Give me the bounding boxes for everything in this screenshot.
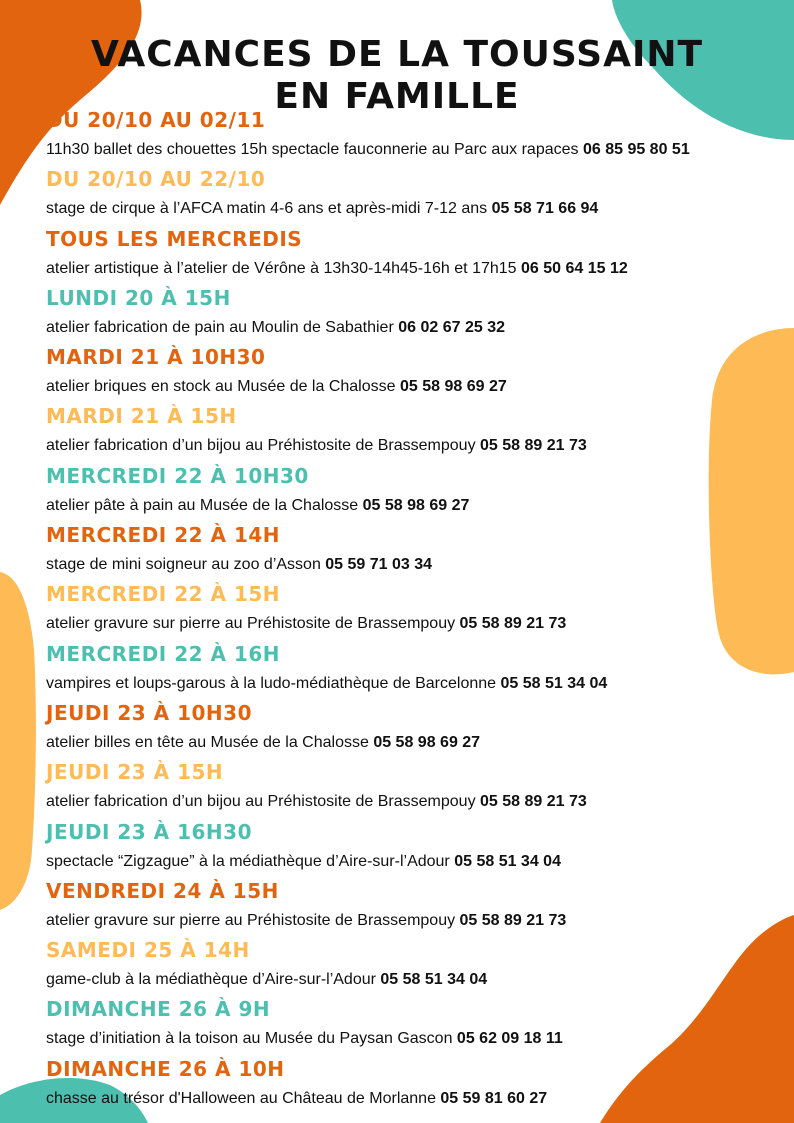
event-description: atelier artistique à l’atelier de Vérône à 13h30-14h45-16h et 17h15 bbox=[46, 259, 521, 277]
event-details bbox=[46, 785, 794, 818]
event-description: stage de mini soigneur au zoo d’Asson bbox=[46, 556, 326, 574]
event-phone: 06 02 67 25 32 bbox=[398, 318, 505, 336]
event-description: chasse au trésor d'Halloween au Château de Morlanne bbox=[46, 1089, 441, 1107]
event-item bbox=[46, 641, 794, 700]
event-date-heading: MARDI 21 À 10H30 bbox=[46, 345, 266, 370]
event-description: atelier fabrication d’un bijou au Préhistosite de Brassempouy bbox=[46, 793, 481, 811]
event-details bbox=[46, 607, 794, 640]
event-details bbox=[46, 133, 794, 166]
event-date-heading: TOUS LES MERCREDIS bbox=[46, 226, 303, 251]
event-date-heading: MERCREDI 22 À 16H bbox=[46, 641, 281, 666]
event-description: 11h30 ballet des chouettes 15h spectacle fauconnerie au Parc aux rapaces bbox=[46, 141, 583, 158]
event-details bbox=[46, 370, 794, 403]
event-description: game-club à la médiathèque d’Aire-sur-l’Adour bbox=[46, 971, 381, 989]
event-details bbox=[46, 1022, 794, 1055]
event-item bbox=[46, 581, 794, 640]
event-date-heading: MERCREDI 22 À 10H30 bbox=[46, 463, 309, 488]
event-description: stage de cirque à l’AFCA matin 4-6 ans et après-midi 7-12 ans bbox=[46, 200, 492, 218]
event-date-heading: DU 20/10 AU 22/10 bbox=[46, 167, 266, 192]
event-description: atelier briques en stock au Musée de la Chalosse bbox=[46, 378, 400, 396]
event-date-heading: JEUDI 23 À 16H30 bbox=[46, 819, 252, 844]
event-item bbox=[46, 759, 794, 818]
event-date-heading: DU 20/10 AU 02/11 bbox=[46, 108, 266, 132]
event-description: atelier pâte à pain au Musée de la Chalosse bbox=[46, 496, 363, 514]
event-details bbox=[46, 904, 794, 937]
event-phone: 05 62 09 18 11 bbox=[456, 1030, 563, 1048]
event-item bbox=[46, 700, 794, 759]
event-details bbox=[46, 963, 794, 996]
title-line-1: VACANCES DE LA TOUSSAINT bbox=[90, 34, 704, 75]
event-date-heading: SAMEDI 25 À 14H bbox=[46, 938, 250, 963]
yellow-blob-left bbox=[0, 572, 36, 910]
title-line-2: EN FAMILLE bbox=[274, 76, 520, 117]
event-date-heading: MERCREDI 22 À 14H bbox=[46, 523, 281, 548]
event-phone: 05 58 98 69 27 bbox=[362, 496, 470, 514]
event-details bbox=[46, 489, 794, 522]
event-phone: 05 58 98 69 27 bbox=[399, 378, 507, 396]
event-phone: 05 58 89 21 73 bbox=[459, 615, 567, 633]
event-date-heading: DIMANCHE 26 À 10H bbox=[46, 1056, 285, 1081]
event-item bbox=[46, 403, 794, 462]
event-item bbox=[46, 522, 794, 581]
event-item bbox=[46, 463, 794, 522]
event-description: atelier billes en tête au Musée de la Chalosse bbox=[46, 733, 374, 751]
event-item bbox=[46, 107, 794, 166]
event-item bbox=[46, 937, 794, 996]
event-date-heading: JEUDI 23 À 10H30 bbox=[46, 700, 252, 725]
event-details bbox=[46, 1082, 794, 1115]
event-date-heading: MARDI 21 À 15H bbox=[46, 404, 237, 429]
event-date-heading: JEUDI 23 À 15H bbox=[46, 760, 224, 785]
event-phone: 05 58 89 21 73 bbox=[480, 793, 587, 811]
event-date-heading: DIMANCHE 26 À 9H bbox=[46, 997, 271, 1022]
event-phone: 05 58 98 69 27 bbox=[373, 733, 481, 751]
event-phone: 06 85 95 80 51 bbox=[582, 141, 690, 158]
event-phone: 05 59 71 03 34 bbox=[325, 556, 433, 574]
event-description: atelier gravure sur pierre au Préhistosite de Brassempouy bbox=[46, 615, 460, 633]
event-phone: 05 58 71 66 94 bbox=[491, 200, 599, 218]
event-phone: 05 58 51 34 04 bbox=[380, 971, 488, 989]
event-description: stage d’initiation à la toison au Musée du Paysan Gascon bbox=[46, 1030, 457, 1048]
event-details bbox=[46, 667, 794, 700]
event-details bbox=[46, 548, 794, 581]
event-description: atelier gravure sur pierre au Préhistosite de Brassempouy bbox=[46, 911, 460, 929]
event-date-heading: MERCREDI 22 À 15H bbox=[46, 582, 281, 607]
event-item bbox=[46, 878, 794, 937]
event-description: spectacle “Zigzague” à la médiathèque d’Aire-sur-l’Adour bbox=[46, 852, 455, 870]
event-item bbox=[46, 166, 794, 225]
event-phone: 05 58 89 21 73 bbox=[480, 437, 587, 455]
event-description: vampires et loups-garous à la ludo-médiathèque de Barcelonne bbox=[46, 674, 501, 692]
event-phone: 06 50 64 15 12 bbox=[521, 259, 628, 277]
event-description: atelier fabrication de pain au Moulin de Sabathier bbox=[46, 318, 399, 336]
event-list bbox=[46, 107, 794, 1115]
event-details bbox=[46, 726, 794, 759]
event-details bbox=[46, 252, 794, 285]
event-details bbox=[46, 311, 794, 344]
event-phone: 05 58 89 21 73 bbox=[459, 911, 567, 929]
event-item bbox=[46, 344, 794, 403]
event-phone: 05 58 51 34 04 bbox=[454, 852, 561, 870]
event-details bbox=[46, 429, 794, 462]
event-item bbox=[46, 819, 794, 878]
event-item bbox=[46, 226, 794, 285]
event-item bbox=[46, 285, 794, 344]
page-title bbox=[0, 34, 794, 118]
event-details bbox=[46, 845, 794, 878]
event-phone: 05 58 51 34 04 bbox=[500, 674, 608, 692]
event-phone: 05 59 81 60 27 bbox=[440, 1089, 548, 1107]
event-item bbox=[46, 1056, 794, 1115]
event-date-heading: VENDREDI 24 À 15H bbox=[46, 878, 279, 903]
event-date-heading: LUNDI 20 À 15H bbox=[46, 285, 231, 310]
event-details bbox=[46, 192, 794, 225]
event-item bbox=[46, 996, 794, 1055]
event-description: atelier fabrication d’un bijou au Préhistosite de Brassempouy bbox=[46, 437, 481, 455]
